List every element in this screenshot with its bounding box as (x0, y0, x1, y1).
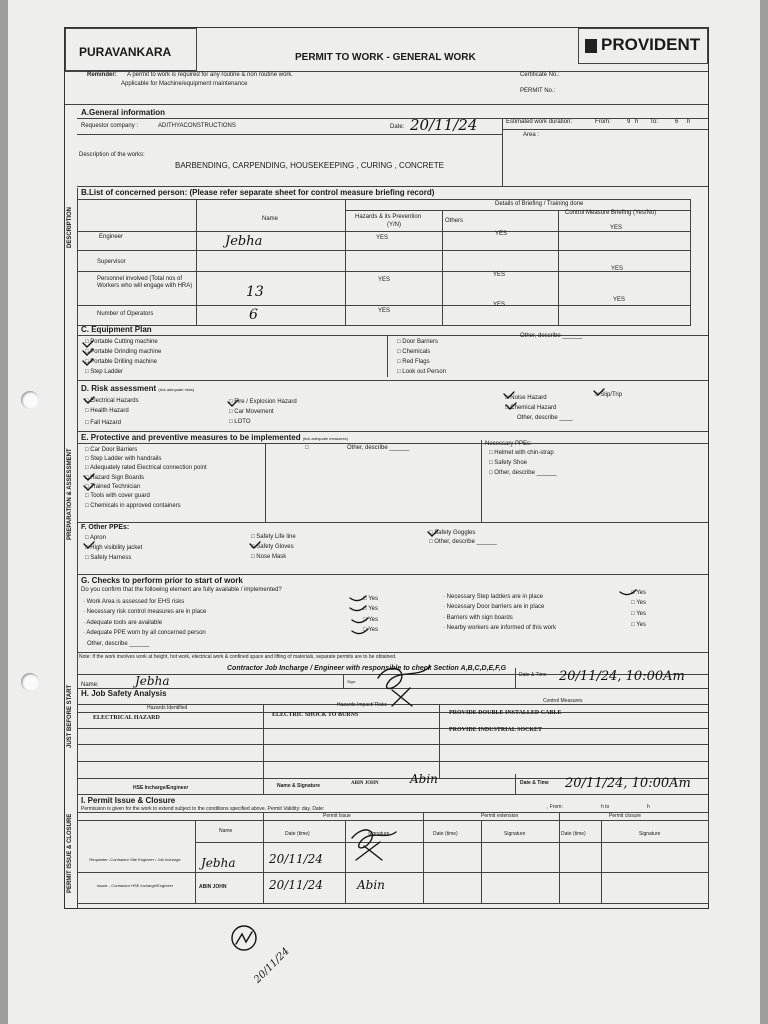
permit-col-name: Name (219, 828, 233, 834)
equip-portable-cutting: □ Portable Cutting machine (85, 339, 158, 345)
ppe-high-visibility-jacket: □ High visibility jacket (85, 545, 143, 551)
permit-row-requester-label: Requester -Contractor Site Engineer / Job Incharge (89, 857, 181, 862)
check-door-barriers: · Necessary Door barriers are in place (443, 604, 545, 610)
check-yes-5: □ Yes (631, 590, 646, 596)
tick-mark (350, 596, 366, 601)
jsa-col-impact: Hazards Impact/ Risks (337, 702, 388, 708)
check-yes-7: □ Yes (631, 611, 646, 617)
section-c-title: C. Equipment Plan (81, 325, 152, 334)
hse-incharge-label: HSE Incharge/Engineer (133, 785, 189, 791)
tick-mark (84, 542, 94, 548)
equip-other-describe: Other, describe ______ (520, 333, 583, 339)
measure-trained-technician: □ Trained Technician (85, 484, 141, 490)
risk-other-describe: Other, describe ____ (517, 415, 573, 421)
risk-fall: □ Fall Hazard (85, 420, 121, 426)
check-yes-2: □ Yes (363, 606, 378, 612)
section-f-title: F. Other PPEs: (81, 524, 130, 531)
requestor-label: Requestor company : (81, 123, 139, 129)
ppe-safety-gloves: □ Safety Gloves (251, 544, 294, 550)
tick-mark (428, 530, 438, 536)
check-step-ladders: · Necessary Step ladders are in place (443, 594, 544, 600)
check-sign-boards: · Barriers with sign boards (443, 615, 513, 621)
permit-col-date-issue: Date (time) (285, 831, 310, 837)
section-h-title: H. Job Safety Analysis (81, 689, 167, 698)
tick-mark (83, 359, 93, 365)
jsa-impact-1: ELECTRIC SHOCK TO BURNS (272, 712, 359, 718)
operators-count: 6 (249, 307, 258, 323)
col-control-header: Control Measure Briefing (Yes/No) (565, 210, 657, 216)
measure-step-ladder: □ Step Ladder with handrails (85, 456, 162, 462)
brand-name: PROVIDENT (601, 35, 701, 54)
checks-question: Do you confirm that the following element are fully available / implemented? (81, 587, 282, 593)
tick-mark (352, 618, 368, 623)
duration-h1: h (635, 119, 639, 125)
jsa-col-control: Control Measures (543, 698, 583, 704)
incharge-name-value: Jebha (135, 674, 170, 688)
ppe-other-describe-f: □ Other, describe ______ (429, 539, 497, 545)
operators-hazards: YES (378, 308, 391, 314)
company-logo: PURAVANKARA (79, 45, 172, 59)
ppe-nose-mask: □ Nose Mask (251, 554, 287, 560)
check-other-describe: Other, describe ______ (87, 641, 150, 647)
permit-extension-header: Permit extension (481, 813, 519, 819)
equip-lookout-person: □ Look out Person (397, 369, 446, 375)
tick-mark (84, 397, 94, 403)
incharge-label: Contractor Job Incharge / Engineer with responsible to check Section A,B,C,D,E,F,G (227, 665, 507, 672)
check-yes-1: □ Yes (363, 596, 378, 602)
risk-health: □ Health Hazard (85, 408, 129, 414)
reminder-line2: Applicable for Machine/equipment maintenance (121, 81, 248, 87)
tick-mark (84, 474, 94, 480)
check-workers-informed: · Nearby workers are informed of this work (443, 625, 557, 631)
section-d-title: D. Risk assessment (tick adequate risks) (81, 384, 195, 393)
bottom-stamp (236, 932, 252, 944)
risk-slip-trip: □ Slip/Trip (595, 392, 623, 398)
side-label-permit-issue: PERMIT ISSUE & CLOSURE (67, 813, 73, 893)
measure-hazard-sign-boards: □ Hazard Sign Boards (85, 475, 144, 481)
bottom-date-note: 20/11/24 (252, 945, 292, 986)
permit-requester-name: Jebha (201, 856, 236, 870)
risk-loto: □ LOTO (229, 419, 251, 425)
reminder-label: Reminder: (87, 72, 117, 78)
permit-from-label: , From: (547, 804, 563, 810)
equip-step-ladder: □ Step Ladder (85, 369, 123, 375)
col-name-header: Name (262, 216, 279, 222)
form-title: PERMIT TO WORK - GENERAL WORK (295, 52, 476, 63)
requestor-value: ADITHYACONSTRUCTIONS (158, 123, 236, 129)
permit-row-issuer-label: Issuer - Contractor HSE Incharge/Engineer (96, 883, 174, 888)
risk-chemical: □ Chemical Hazard (505, 405, 557, 411)
permit-permission: Permission is given for the work to extend subject to the conditions specified above. Permit Validity: day, Date: (81, 806, 325, 812)
permit-col-date-ext: Date (time) (433, 831, 458, 837)
tick-mark (350, 606, 366, 611)
hse-datetime-value: 20/11/24, 10:00Am (565, 776, 691, 791)
measure-mid-checkbox: □ (305, 445, 309, 451)
engineer-others: YES (495, 231, 508, 237)
section-i-title: I. Permit Issue & Closure (81, 796, 176, 805)
tick-mark (594, 389, 604, 395)
risk-car-movement: □ Car Movement (229, 409, 274, 415)
check-risk-control: · Necessary risk control measures are in place (83, 609, 207, 615)
ppe-helmet: □ Helmet with chin-strap (489, 450, 554, 456)
jsa-col-hazards: Hazards Identified (147, 705, 188, 711)
permit-no-label: PERMIT No.: (520, 88, 556, 94)
incharge-sign-label: Sign: (347, 679, 357, 684)
ppe-safety-harness: □ Safety Harness (85, 555, 132, 561)
permit-col-sign-ext: Signature (504, 831, 526, 837)
tick-mark (352, 629, 368, 634)
permit-issuer-signature: Abin (357, 878, 385, 892)
check-work-area: · Work Area is assessed for EHS risks (83, 599, 185, 605)
area-label: Area : (523, 132, 540, 138)
check-yes-6: □ Yes (631, 600, 646, 606)
tick-mark (504, 392, 514, 398)
col-others-header: Others (445, 218, 464, 224)
incharge-name-label: Name: (81, 682, 99, 688)
equip-chemicals: □ Chemicals (397, 349, 431, 355)
personnel-hazards: YES (378, 277, 391, 283)
permit-issuer-name: ABIN JOHN (199, 884, 227, 890)
equip-portable-drilling: □ Portable Drilling machine (85, 359, 157, 365)
personnel-control: YES (611, 266, 624, 272)
risk-electrical: □ Electrical Hazards (85, 398, 139, 404)
ppe-other-describe: □ Other, describe ______ (489, 470, 557, 476)
ppe-apron: □ Apron (85, 535, 106, 541)
duration-label: Estimated work duration: (506, 119, 573, 125)
jsa-control-1: PROVIDE DOUBLE INSTALLED CABLE (449, 710, 562, 716)
col-hazards-header: Hazards & its Prevention (355, 214, 422, 220)
personnel-count: 13 (246, 284, 264, 300)
tick-mark (83, 349, 93, 355)
measure-car-door-barriers: □ Car Door Barriers (85, 447, 138, 453)
check-ppe-worn: · Adequate PPE worn by all concerned person (83, 630, 206, 636)
check-tools-available: · Adequate tools are available (83, 620, 163, 626)
tick-mark (250, 542, 260, 548)
measure-tools-cover-guard: □ Tools with cover guard (85, 493, 150, 499)
equip-door-barriers: □ Door Barriers (397, 339, 438, 345)
operators-others: YES (493, 302, 506, 308)
reminder-line1: A permit to work is required for any routine & non routine work. (127, 72, 294, 78)
col-yn-header: (Y/N) (387, 222, 401, 228)
equip-red-flags: □ Red Flags (397, 359, 430, 365)
permit-issuer-date: 20/11/24 (269, 878, 323, 892)
jsa-control-2: PROVIDE INDUSTRIAL SOCKET (449, 727, 543, 733)
hse-datetime-label: Date & Time (520, 780, 549, 786)
side-label-description: DESCRIPTION (67, 206, 73, 248)
tick-mark (83, 341, 93, 347)
ppe-safety-goggles: □ Safety Goggles (429, 530, 476, 536)
check-yes-8: □ Yes (631, 622, 646, 628)
risk-noise: □ Noise Hazard (505, 395, 547, 401)
section-e-title: E. Protective and preventive measures to be implemented (tick adequate measures) (81, 433, 349, 442)
permit-col-sign-close: Signature (639, 831, 661, 837)
hse-name: ABIN JOHN (351, 781, 379, 786)
duration-from-value: 9 (627, 119, 631, 125)
certificate-label: Certificate No.: (520, 72, 560, 78)
date-value: 20/11/24 (410, 116, 478, 134)
tick-mark (84, 484, 94, 490)
signature-mark (352, 830, 396, 860)
tick-mark (506, 403, 516, 409)
tick-mark (620, 590, 636, 595)
hse-signature: Abin (410, 772, 438, 786)
permit-col-sign-issue: Signature (368, 831, 390, 837)
row-label-operators: Number of Operators (97, 311, 154, 317)
section-g-title: G. Checks to perform prior to start of work (81, 576, 243, 585)
row-label-supervisor: Supervisor (97, 259, 126, 265)
section-b-title: B.List of concerned person: (Please refer separate sheet for control measure briefing record) (81, 188, 435, 197)
permit-closure-header: Permit closure (609, 813, 641, 819)
duration-to-label: To: (650, 119, 659, 125)
engineer-name: Jebha (225, 234, 263, 249)
duration-from-label: From: (595, 119, 611, 125)
section-a-title: A.General information (81, 108, 166, 117)
incharge-datetime-value: 20/11/24, 10:00Am (559, 669, 685, 684)
permit-col-date-close: Date (time) (561, 831, 586, 837)
duration-to-value: 6 (675, 119, 679, 125)
engineer-control: YES (610, 225, 623, 231)
ppe-title: Necessary PPEs: (485, 441, 532, 447)
incharge-datetime-label: Date & Time (519, 672, 547, 678)
measure-other-describe: Other, describe ______ (347, 445, 410, 451)
permit-h: h (647, 804, 650, 810)
operators-control: YES (613, 297, 626, 303)
permit-h-to: h to (601, 804, 610, 810)
jsa-hazard-1: ELECTRICAL HAZARD (93, 715, 160, 721)
col-details-header: Details of Briefing / Training done (495, 201, 584, 207)
permits-note: Note: If the work involves work at height, hot work, electrical work & confined space and lifting of materials, separate permits are to be obtained. (79, 654, 397, 660)
permit-issue-header: Permit Issue (323, 813, 351, 819)
check-yes-4: □ Yes (363, 627, 378, 633)
tick-mark (228, 400, 238, 406)
signature-mark (378, 666, 430, 689)
measure-chemicals-containers: □ Chemicals in approved containers (85, 503, 181, 509)
description-value: BARBENDING, CARPENDING, HOUSEKEEPING , CURING , CONCRETE (175, 161, 444, 170)
ppe-safety-shoe: □ Safety Shoe (489, 460, 527, 466)
row-label-engineer: Engineer (99, 234, 124, 240)
signature-mark (392, 688, 412, 706)
side-label-preparation: PREPARATION & ASSESSMENT (67, 448, 73, 540)
permit-requester-date: 20/11/24 (269, 852, 323, 866)
side-label-just-before: JUST BEFORE START (67, 684, 73, 748)
ppe-safety-life-line: □ Safety Life line (251, 534, 296, 540)
risk-fire-explosion: □ Fire / Explosion Hazard (229, 399, 297, 405)
personnel-others: YES (493, 272, 506, 278)
check-yes-3: □ Yes (363, 617, 378, 623)
date-label: Date: (390, 124, 405, 130)
name-signature-label: Name & Signature (277, 783, 321, 789)
description-label: Description of the works: (79, 152, 145, 158)
engineer-hazards: YES (376, 235, 389, 241)
row-label-personnel: Personnel involved (Total nos of Workers who will engage with HRA) (97, 276, 193, 289)
equip-portable-grinding: □ Portable Grinding machine (85, 349, 162, 355)
measure-electrical-point: □ Adequately rated Electrical connection point (85, 465, 207, 471)
duration-h2: h (687, 119, 691, 125)
